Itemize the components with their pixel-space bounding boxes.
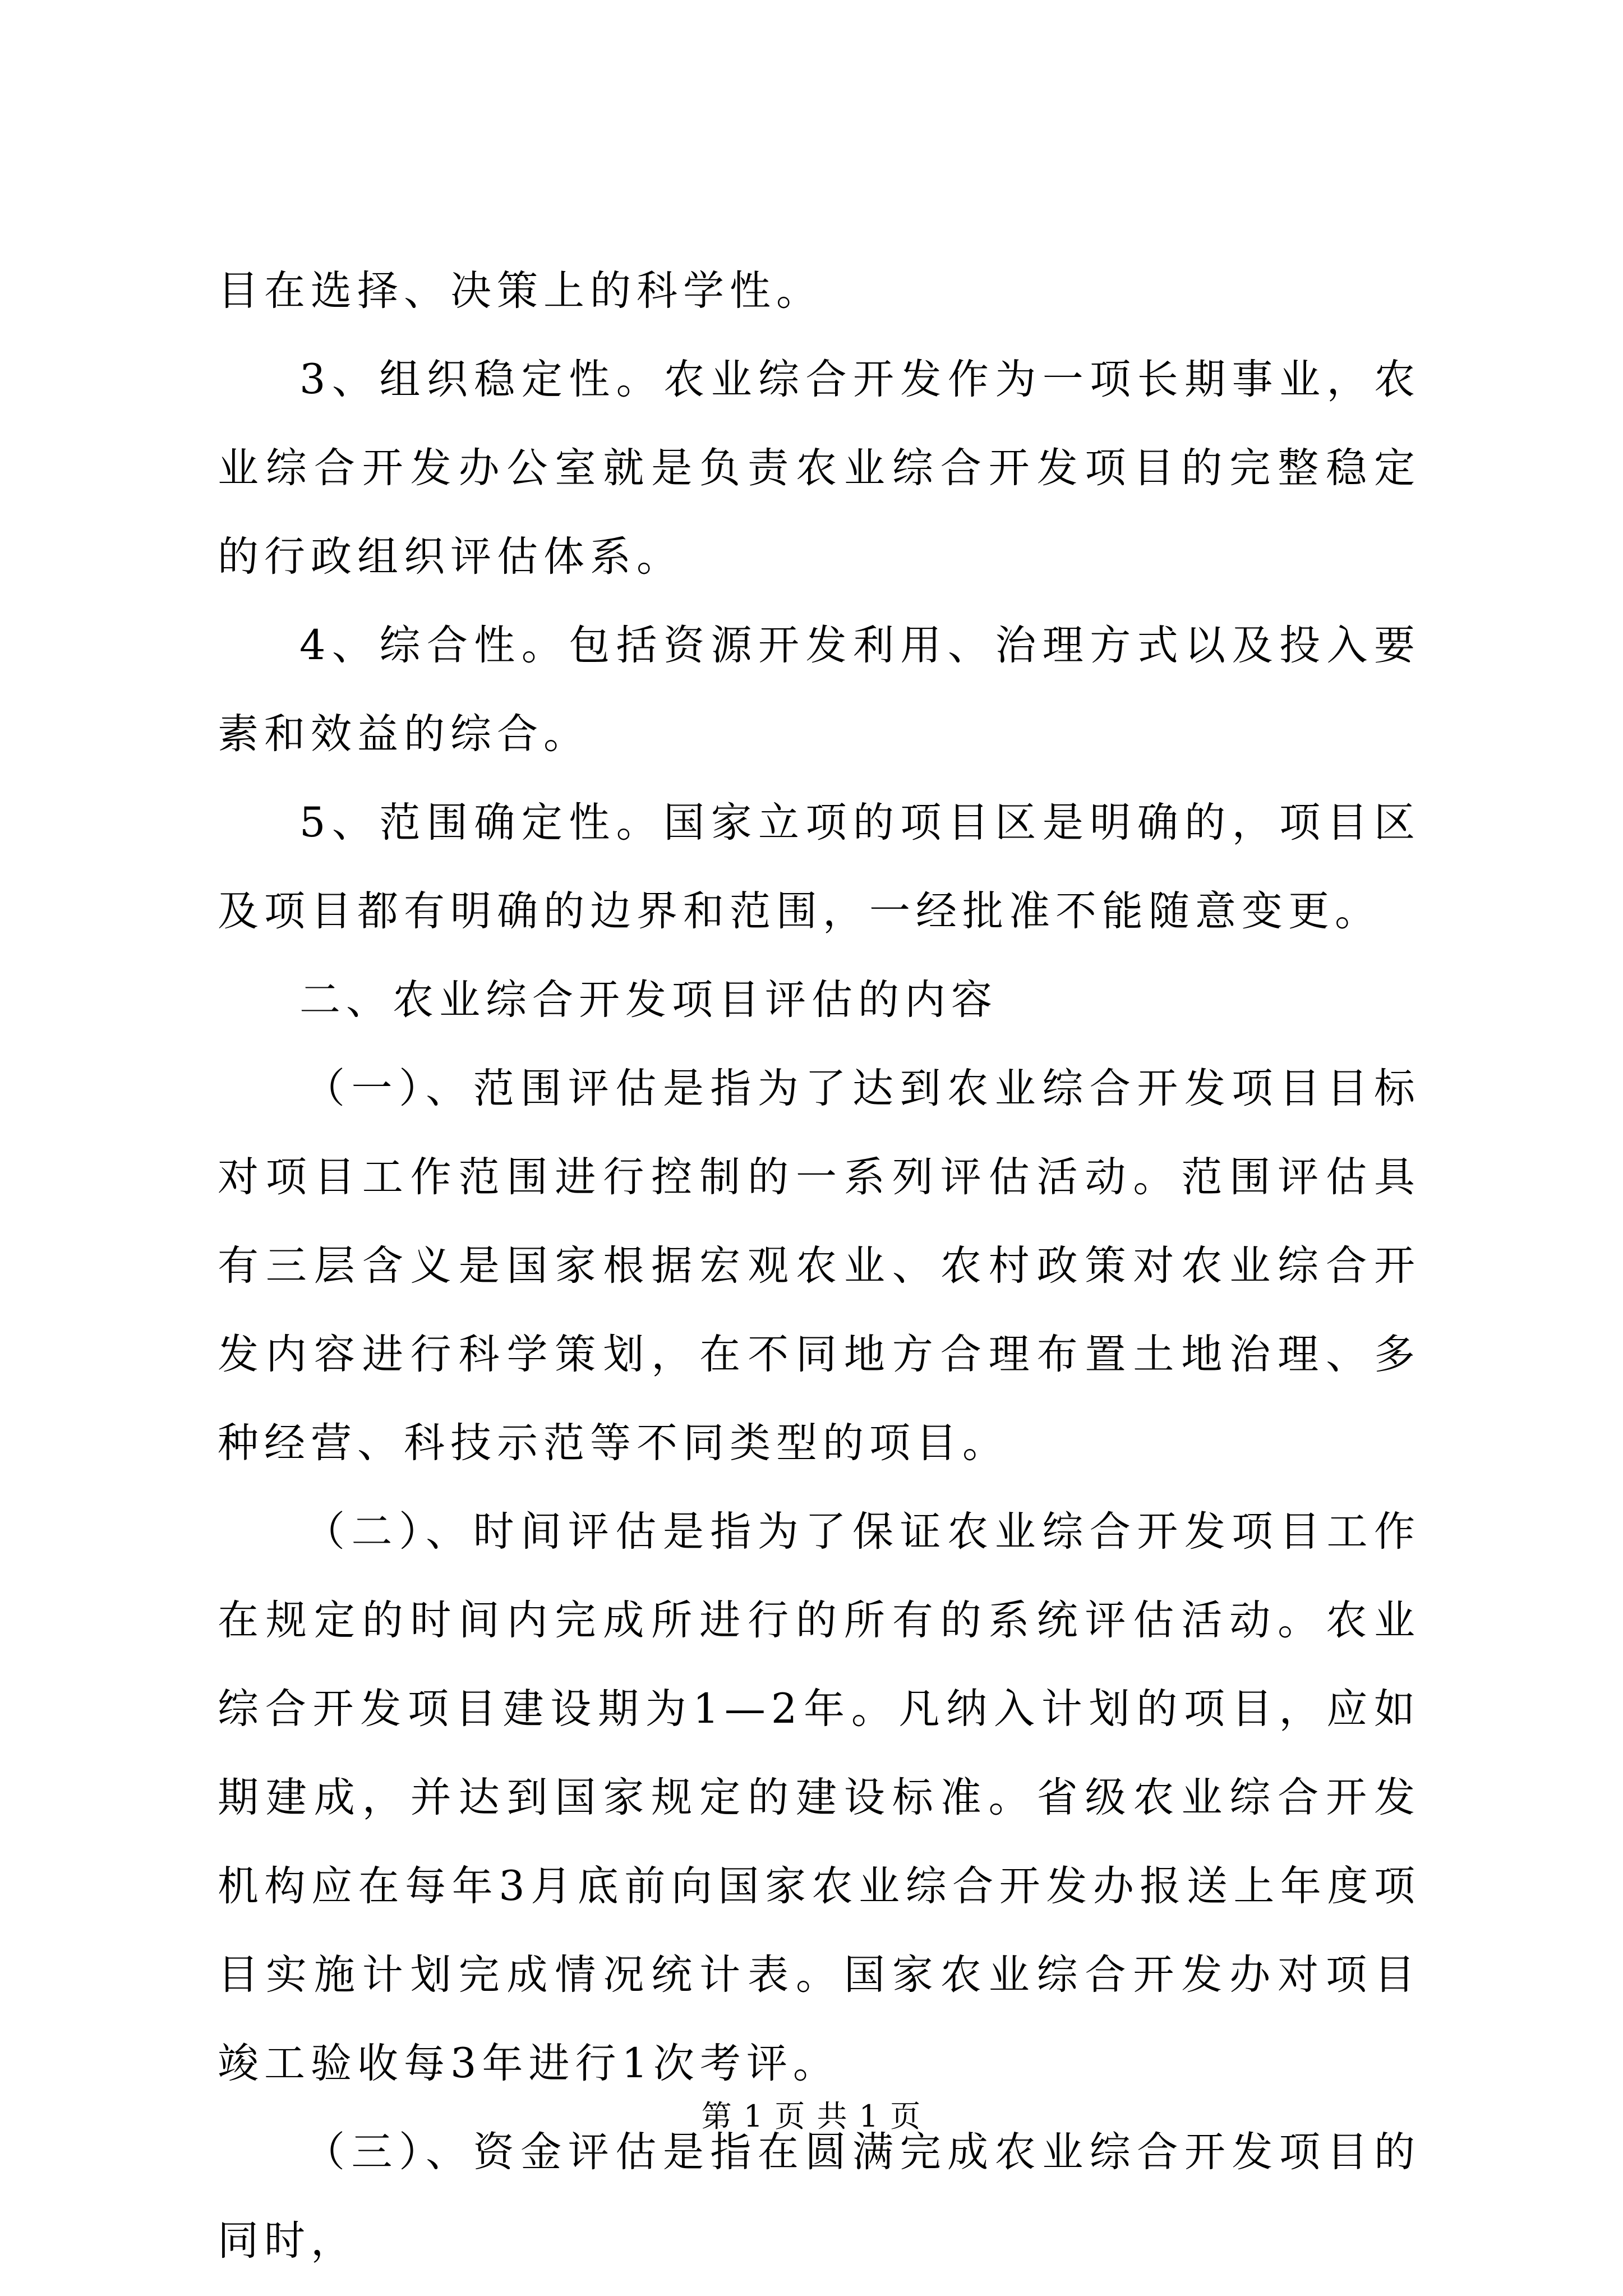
paragraph-comprehensiveness: 4、综合性。包括资源开发利用、治理方式以及投入要素和效益的综合。 bbox=[218, 622, 1421, 758]
document-body bbox=[218, 247, 1421, 2285]
paragraph-fund-evaluation: （三）、资金评估是指在圆满完成农业综合开发项目的同时， bbox=[218, 2128, 1421, 2265]
paragraph-scope-evaluation: （一）、范围评估是指为了达到农业综合开发项目目标对项目工作范围进行控制的一系列评估活动。范围评估具有三层含义是国家根据宏观农业、农村政策对农业综合开发内容进行科学策划，在不同地方合理布置土地治理、多种经营、科技示范等不同类型的项目。 bbox=[218, 1065, 1421, 1467]
paragraph-organizational-stability: 3、组织稳定性。农业综合开发作为一项长期事业，农业综合开发办公室就是负责农业综合开发项目的完整稳定的行政组织评估体系。 bbox=[218, 356, 1421, 581]
section-heading-evaluation-content: 二、农业综合开发项目评估的内容 bbox=[299, 976, 998, 1024]
paragraph-time-evaluation: （二）、时间评估是指为了保证农业综合开发项目工作在规定的时间内完成所进行的所有的系统评估活动。农业综合开发项目建设期为1—2年。凡纳入计划的项目，应如期建成，并达到国家规定的建设标准。省级农业综合开发机构应在每年3月底前向国家农业综合开发办报送上年度项目实施计划完成情况统计表。国家农业综合开发办对项目竣工验收每3年进行1次考评。 bbox=[218, 1508, 1421, 2087]
paragraph-scope-certainty: 5、范围确定性。国家立项的项目区是明确的，项目区及项目都有明确的边界和范围，一经批准不能随意变更。 bbox=[218, 799, 1421, 935]
paragraph-continuation: 目在选择、决策上的科学性。 bbox=[218, 267, 823, 315]
page-footer: 第 1 页 共 1 页 bbox=[701, 2099, 922, 2134]
